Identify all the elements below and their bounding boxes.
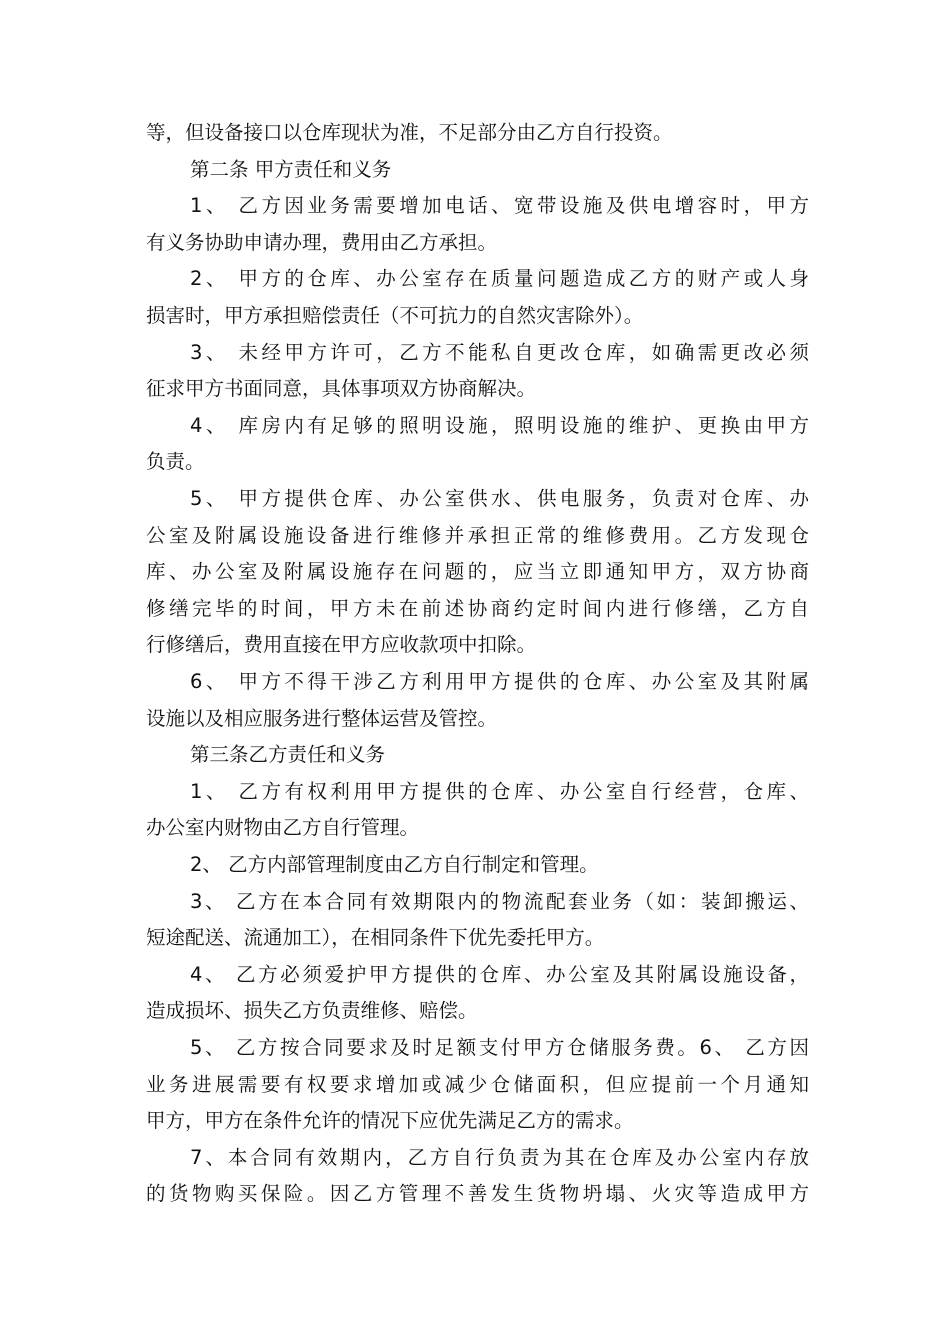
text-line: 修缮完毕的时间，甲方未在前述协商约定时间内进行修缮，乙方自 [146, 596, 809, 620]
text-line: 等，但设备接口以仓库现状为准，不足部分由乙方自行投资。 [146, 121, 673, 144]
text-line: 2、 甲方的仓库、办公室存在质量问题造成乙方的财产或人身 [190, 267, 809, 291]
text-line: 业务进展需要有权要求增加或减少仓储面积，但应提前一个月通知 [146, 1072, 809, 1096]
text-line: 5、 乙方按合同要求及时足额支付甲方仓储服务费。6、 乙方因 [190, 1036, 809, 1059]
text-line: 造成损坏、损失乙方负责维修、赔偿。 [146, 999, 478, 1023]
text-line: 库、办公室及附属设施存在问题的，应当立即通知甲方，双方协商 [146, 560, 809, 584]
text-line: 6、 甲方不得干涉乙方利用甲方提供的仓库、办公室及其附属 [190, 670, 809, 693]
text-line: 4、 库房内有足够的照明设施，照明设施的维护、更换由甲方 [190, 413, 809, 437]
text-line: 短途配送、流通加工），在相同条件下优先委托甲方。 [146, 926, 605, 950]
text-line: 征求甲方书面同意，具体事项双方协商解决。 [146, 377, 537, 401]
text-line: 第二条 甲方责任和义务 [190, 157, 392, 181]
text-line: 7、本合同有效期内，乙方自行负责为其在仓库及办公室内存放 [190, 1145, 809, 1169]
text-line: 甲方，甲方在条件允许的情况下应优先满足乙方的需求。 [146, 1109, 634, 1133]
text-line: 损害时，甲方承担赔偿责任（不可抗力的自然灾害除外）。 [146, 304, 644, 327]
text-line: 2、 乙方内部管理制度由乙方自行制定和管理。 [190, 853, 599, 876]
text-line: 办公室内财物由乙方自行管理。 [146, 816, 420, 840]
text-line: 3、 未经甲方许可，乙方不能私自更改仓库，如确需更改必须 [190, 340, 809, 364]
text-line: 3、 乙方在本合同有效期限内的物流配套业务（如：装卸搬运、 [190, 889, 809, 913]
text-line: 5、 甲方提供仓库、办公室供水、供电服务，负责对仓库、办 [190, 487, 809, 510]
text-line: 1、 乙方有权利用甲方提供的仓库、办公室自行经营，仓库、 [190, 779, 809, 803]
text-line: 第三条乙方责任和义务 [190, 743, 386, 767]
text-line: 行修缮后，费用直接在甲方应收款项中扣除。 [146, 633, 537, 657]
text-line: 有义务协助申请办理，费用由乙方承担。 [146, 230, 498, 254]
text-line: 设施以及相应服务进行整体运营及管控。 [146, 706, 498, 730]
text-line: 负责。 [146, 450, 205, 474]
text-line: 的货物购买保险。因乙方管理不善发生货物坍塌、火灾等造成甲方 [146, 1182, 809, 1206]
text-line: 公室及附属设施设备进行维修并承担正常的维修费用。乙方发现仓 [146, 523, 809, 547]
text-line: 1、 乙方因业务需要增加电话、宽带设施及供电增容时，甲方 [190, 194, 809, 218]
text-line: 4、 乙方必须爱护甲方提供的仓库、办公室及其附属设施设备， [190, 962, 809, 986]
